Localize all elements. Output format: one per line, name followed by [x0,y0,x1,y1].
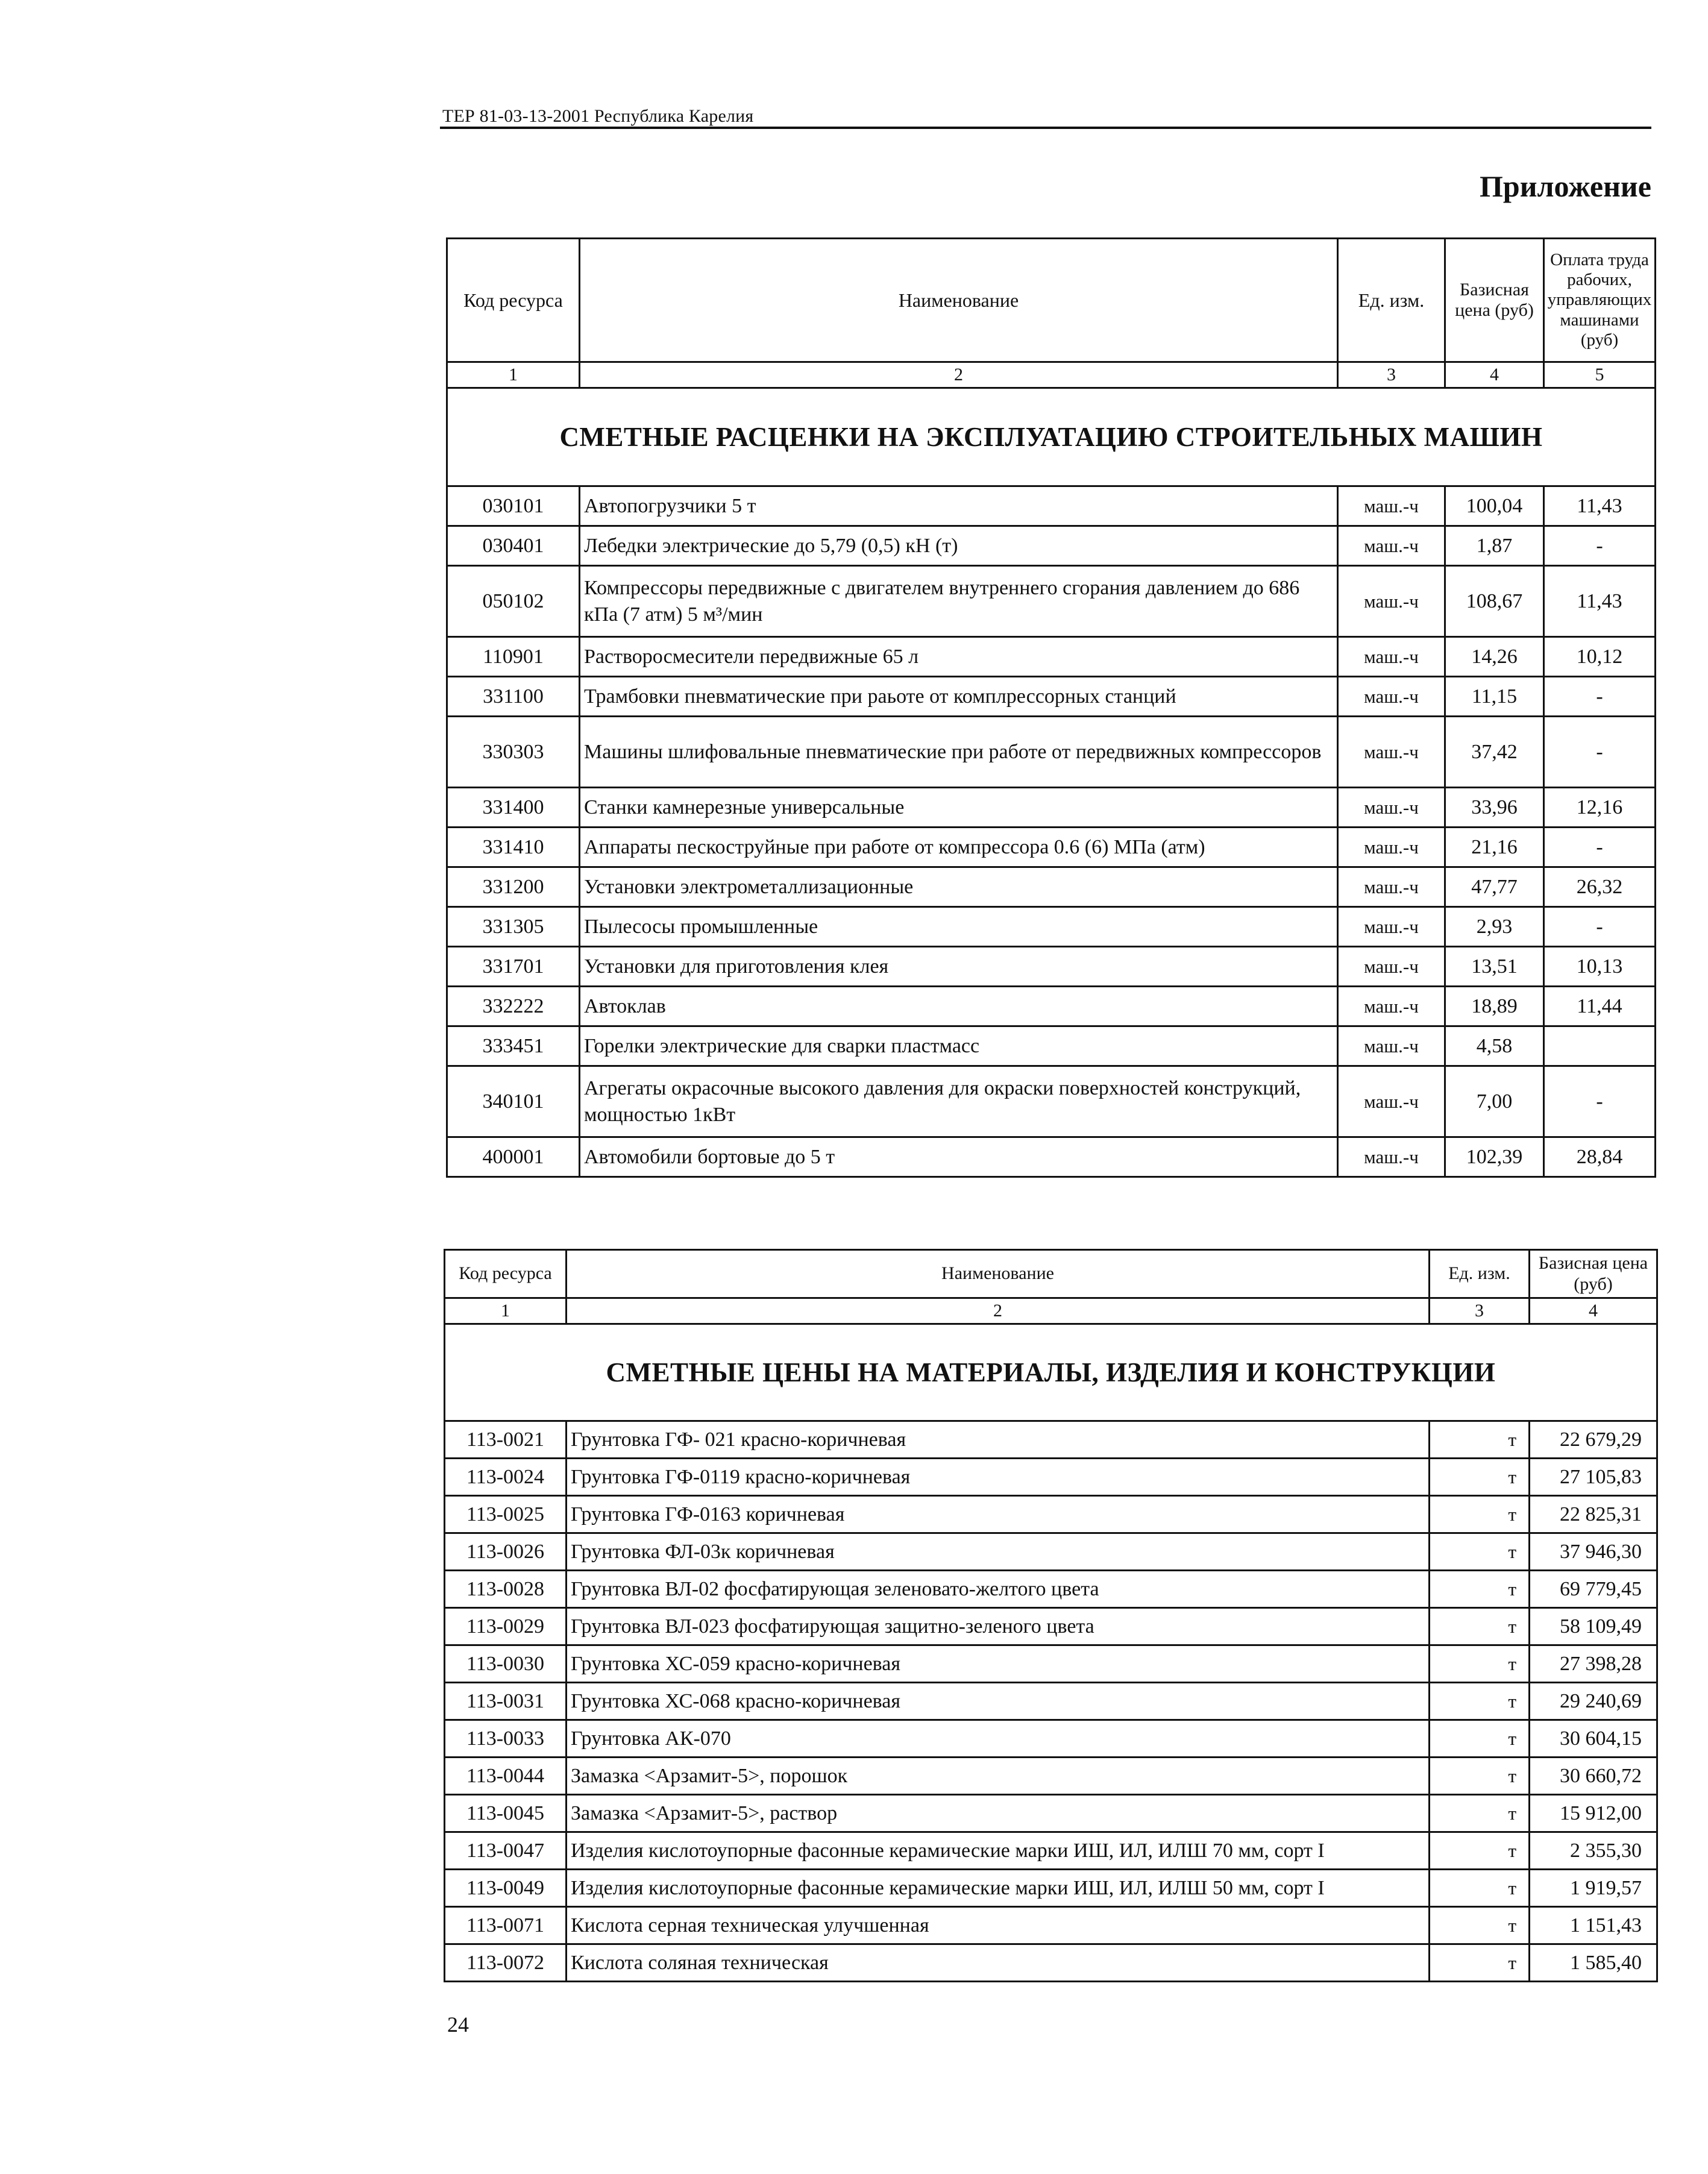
unit: маш.-ч [1338,566,1445,637]
unit: маш.-ч [1338,987,1445,1026]
resource-code: 331200 [447,867,580,907]
unit: т [1430,1795,1530,1832]
resource-code: 113-0047 [445,1832,567,1870]
base-price: 11,15 [1445,677,1544,717]
unit: маш.-ч [1338,526,1445,566]
base-price: 47,77 [1445,867,1544,907]
table-row [447,486,1656,526]
header-price: Базисная цена (руб) [1530,1250,1657,1298]
table-row [445,1907,1657,1944]
resource-code: 113-0026 [445,1533,567,1571]
base-price: 4,58 [1445,1026,1544,1066]
operator-wage: - [1544,526,1656,566]
resource-name: Агрегаты окрасочные высокого давления для окраски поверхностей конструкций, мощностью 1кВт [580,1066,1338,1137]
table-row [447,526,1656,566]
base-price: 33,96 [1445,788,1544,828]
resource-code: 113-0021 [445,1421,567,1459]
resource-name: Аппараты пескоструйные при работе от компрессора 0.6 (6) МПа (атм) [580,828,1338,867]
base-price: 2,93 [1445,907,1544,947]
unit: маш.-ч [1338,788,1445,828]
unit: маш.-ч [1338,947,1445,987]
resource-code: 332222 [447,987,580,1026]
header-code: Код ресурса [447,239,580,362]
resource-code: 331400 [447,788,580,828]
resource-name: Грунтовка ВЛ-02 фосфатирующая зеленовато-желтого цвета [567,1571,1430,1608]
operator-wage: - [1544,907,1656,947]
unit: т [1430,1459,1530,1496]
unit: т [1430,1645,1530,1683]
resource-name: Станки камнерезные универсальные [580,788,1338,828]
resource-code: 113-0029 [445,1608,567,1645]
base-price: 29 240,69 [1530,1683,1657,1720]
unit: т [1430,1683,1530,1720]
resource-code: 113-0049 [445,1870,567,1907]
table-row [445,1421,1657,1459]
unit: т [1430,1720,1530,1758]
table-row [445,1795,1657,1832]
unit: маш.-ч [1338,637,1445,677]
resource-code: 331410 [447,828,580,867]
base-price: 14,26 [1445,637,1544,677]
unit: маш.-ч [1338,867,1445,907]
table-row [447,1066,1656,1137]
resource-name: Грунтовка ГФ-0163 коричневая [567,1496,1430,1533]
resource-code: 113-0045 [445,1795,567,1832]
table-row [445,1571,1657,1608]
table-row [447,867,1656,907]
resource-code: 113-0025 [445,1496,567,1533]
resource-name: Замазка <Арзамит-5>, раствор [567,1795,1430,1832]
resource-name: Установки электрометаллизационные [580,867,1338,907]
unit: т [1430,1608,1530,1645]
base-price: 1 151,43 [1530,1907,1657,1944]
base-price: 2 355,30 [1530,1832,1657,1870]
column-number: 2 [567,1298,1430,1324]
unit: маш.-ч [1338,717,1445,788]
table-row [447,566,1656,637]
base-price: 37 946,30 [1530,1533,1657,1571]
base-price: 27 105,83 [1530,1459,1657,1496]
resource-name: Компрессоры передвижные с двигателем внутреннего сгорания давлением до 686 кПа (7 атм) 5 м³/мин [580,566,1338,637]
column-numbers-row [445,1298,1657,1324]
section-row [445,1324,1657,1421]
column-number: 3 [1338,362,1445,388]
table-row [445,1758,1657,1795]
table-row [445,1533,1657,1571]
resource-name: Изделия кислотоупорные фасонные керамические марки ИШ, ИЛ, ИЛШ 50 мм, сорт I [567,1870,1430,1907]
column-number: 1 [447,362,580,388]
column-number: 4 [1530,1298,1657,1324]
table-row [447,987,1656,1026]
header-unit: Ед. изм. [1430,1250,1530,1298]
resource-code: 113-0028 [445,1571,567,1608]
column-number: 4 [1445,362,1544,388]
column-number: 5 [1544,362,1656,388]
table-row [447,717,1656,788]
operator-wage: - [1544,677,1656,717]
header-wage: Оплата труда рабочих, управляющих машинами (руб) [1544,239,1656,362]
resource-name: Грунтовка ФЛ-03к коричневая [567,1533,1430,1571]
operator-wage: 11,43 [1544,566,1656,637]
base-price: 13,51 [1445,947,1544,987]
resource-name: Грунтовка ГФ-0119 красно-коричневая [567,1459,1430,1496]
resource-code: 113-0072 [445,1944,567,1982]
header-price: Базисная цена (руб) [1445,239,1544,362]
header-name: Наименование [567,1250,1430,1298]
base-price: 27 398,28 [1530,1645,1657,1683]
operator-wage: 10,12 [1544,637,1656,677]
resource-name: Пылесосы промышленные [580,907,1338,947]
unit: маш.-ч [1338,1026,1445,1066]
table-row [445,1720,1657,1758]
column-number: 3 [1430,1298,1530,1324]
operator-wage: 26,32 [1544,867,1656,907]
base-price: 102,39 [1445,1137,1544,1177]
running-head-title: ТЕР 81-03-13-2001 Республика Карелия [442,106,754,126]
table-row [447,1137,1656,1177]
operator-wage: 28,84 [1544,1137,1656,1177]
base-price: 18,89 [1445,987,1544,1026]
operator-wage: - [1544,1066,1656,1137]
table-row [445,1608,1657,1645]
table-row [445,1870,1657,1907]
column-numbers-row [447,362,1656,388]
resource-code: 030101 [447,486,580,526]
resource-code: 340101 [447,1066,580,1137]
resource-code: 330303 [447,717,580,788]
resource-name: Замазка <Арзамит-5>, порошок [567,1758,1430,1795]
table-row [445,1645,1657,1683]
unit: т [1430,1533,1530,1571]
unit: т [1430,1907,1530,1944]
unit: т [1430,1571,1530,1608]
column-number: 1 [445,1298,567,1324]
header-code: Код ресурса [445,1250,567,1298]
table-row [447,637,1656,677]
resource-code: 113-0030 [445,1645,567,1683]
unit: маш.-ч [1338,677,1445,717]
resource-code: 113-0044 [445,1758,567,1795]
operator-wage [1544,1026,1656,1066]
resource-code: 110901 [447,637,580,677]
unit: маш.-ч [1338,486,1445,526]
resource-code: 331100 [447,677,580,717]
table-row [445,1683,1657,1720]
base-price: 21,16 [1445,828,1544,867]
operator-wage: - [1544,828,1656,867]
unit: т [1430,1832,1530,1870]
base-price: 7,00 [1445,1066,1544,1137]
resource-code: 113-0031 [445,1683,567,1720]
machines-table [446,237,1656,1178]
table-row [447,947,1656,987]
resource-name: Трамбовки пневматические при раьоте от комплрессорных станций [580,677,1338,717]
unit: т [1430,1870,1530,1907]
table-row [445,1496,1657,1533]
operator-wage: 10,13 [1544,947,1656,987]
resource-name: Автомобили бортовые до 5 т [580,1137,1338,1177]
resource-code: 400001 [447,1137,580,1177]
resource-code: 331305 [447,907,580,947]
header-name: Наименование [580,239,1338,362]
operator-wage: 11,44 [1544,987,1656,1026]
table-row [445,1459,1657,1496]
resource-code: 333451 [447,1026,580,1066]
table-row [447,828,1656,867]
resource-code: 113-0024 [445,1459,567,1496]
resource-name: Грунтовка ГФ- 021 красно-коричневая [567,1421,1430,1459]
base-price: 1 919,57 [1530,1870,1657,1907]
base-price: 1,87 [1445,526,1544,566]
resource-name: Лебедки электрические до 5,79 (0,5) кН (т) [580,526,1338,566]
resource-code: 113-0033 [445,1720,567,1758]
resource-name: Установки для приготовления клея [580,947,1338,987]
section-title: СМЕТНЫЕ РАСЦЕНКИ НА ЭКСПЛУАТАЦИЮ СТРОИТЕЛЬНЫХ МАШИН [447,388,1656,486]
header-unit: Ед. изм. [1338,239,1445,362]
resource-code: 113-0071 [445,1907,567,1944]
resource-name: Горелки электрические для сварки пластмасс [580,1026,1338,1066]
header-rule [440,127,1651,129]
section-title: СМЕТНЫЕ ЦЕНЫ НА МАТЕРИАЛЫ, ИЗДЕЛИЯ И КОНСТРУКЦИИ [445,1324,1657,1421]
base-price: 58 109,49 [1530,1608,1657,1645]
unit: маш.-ч [1338,828,1445,867]
resource-name: Грунтовка ВЛ-023 фосфатирующая защитно-зеленого цвета [567,1608,1430,1645]
unit: т [1430,1944,1530,1982]
base-price: 22 825,31 [1530,1496,1657,1533]
resource-name: Кислота серная техническая улучшенная [567,1907,1430,1944]
unit: т [1430,1758,1530,1795]
resource-name: Грунтовка ХС-068 красно-коричневая [567,1683,1430,1720]
table-row [445,1832,1657,1870]
page-number: 24 [447,2012,469,2037]
resource-code: 331701 [447,947,580,987]
base-price: 30 604,15 [1530,1720,1657,1758]
resource-name: Кислота соляная техническая [567,1944,1430,1982]
unit: маш.-ч [1338,907,1445,947]
resource-name: Грунтовка АК-070 [567,1720,1430,1758]
operator-wage: 12,16 [1544,788,1656,828]
resource-name: Растворосмесители передвижные 65 л [580,637,1338,677]
base-price: 69 779,45 [1530,1571,1657,1608]
column-number: 2 [580,362,1338,388]
base-price: 30 660,72 [1530,1758,1657,1795]
resource-name: Автопогрузчики 5 т [580,486,1338,526]
section-row [447,388,1656,486]
table-row [447,1026,1656,1066]
operator-wage: 11,43 [1544,486,1656,526]
unit: маш.-ч [1338,1137,1445,1177]
table-row [447,677,1656,717]
base-price: 22 679,29 [1530,1421,1657,1459]
base-price: 1 585,40 [1530,1944,1657,1982]
base-price: 100,04 [1445,486,1544,526]
resource-code: 050102 [447,566,580,637]
table-row [445,1944,1657,1982]
unit: т [1430,1496,1530,1533]
resource-name: Грунтовка ХС-059 красно-коричневая [567,1645,1430,1683]
unit: маш.-ч [1338,1066,1445,1137]
resource-name: Изделия кислотоупорные фасонные керамические марки ИШ, ИЛ, ИЛШ 70 мм, сорт I [567,1832,1430,1870]
table-row [447,788,1656,828]
base-price: 108,67 [1445,566,1544,637]
operator-wage: - [1544,717,1656,788]
appendix-title: Приложение [1480,169,1651,203]
resource-code: 030401 [447,526,580,566]
materials-table [444,1249,1658,1982]
resource-name: Машины шлифовальные пневматические при работе от передвижных компрессоров [580,717,1338,788]
base-price: 37,42 [1445,717,1544,788]
table-row [447,907,1656,947]
resource-name: Автоклав [580,987,1338,1026]
base-price: 15 912,00 [1530,1795,1657,1832]
unit: т [1430,1421,1530,1459]
